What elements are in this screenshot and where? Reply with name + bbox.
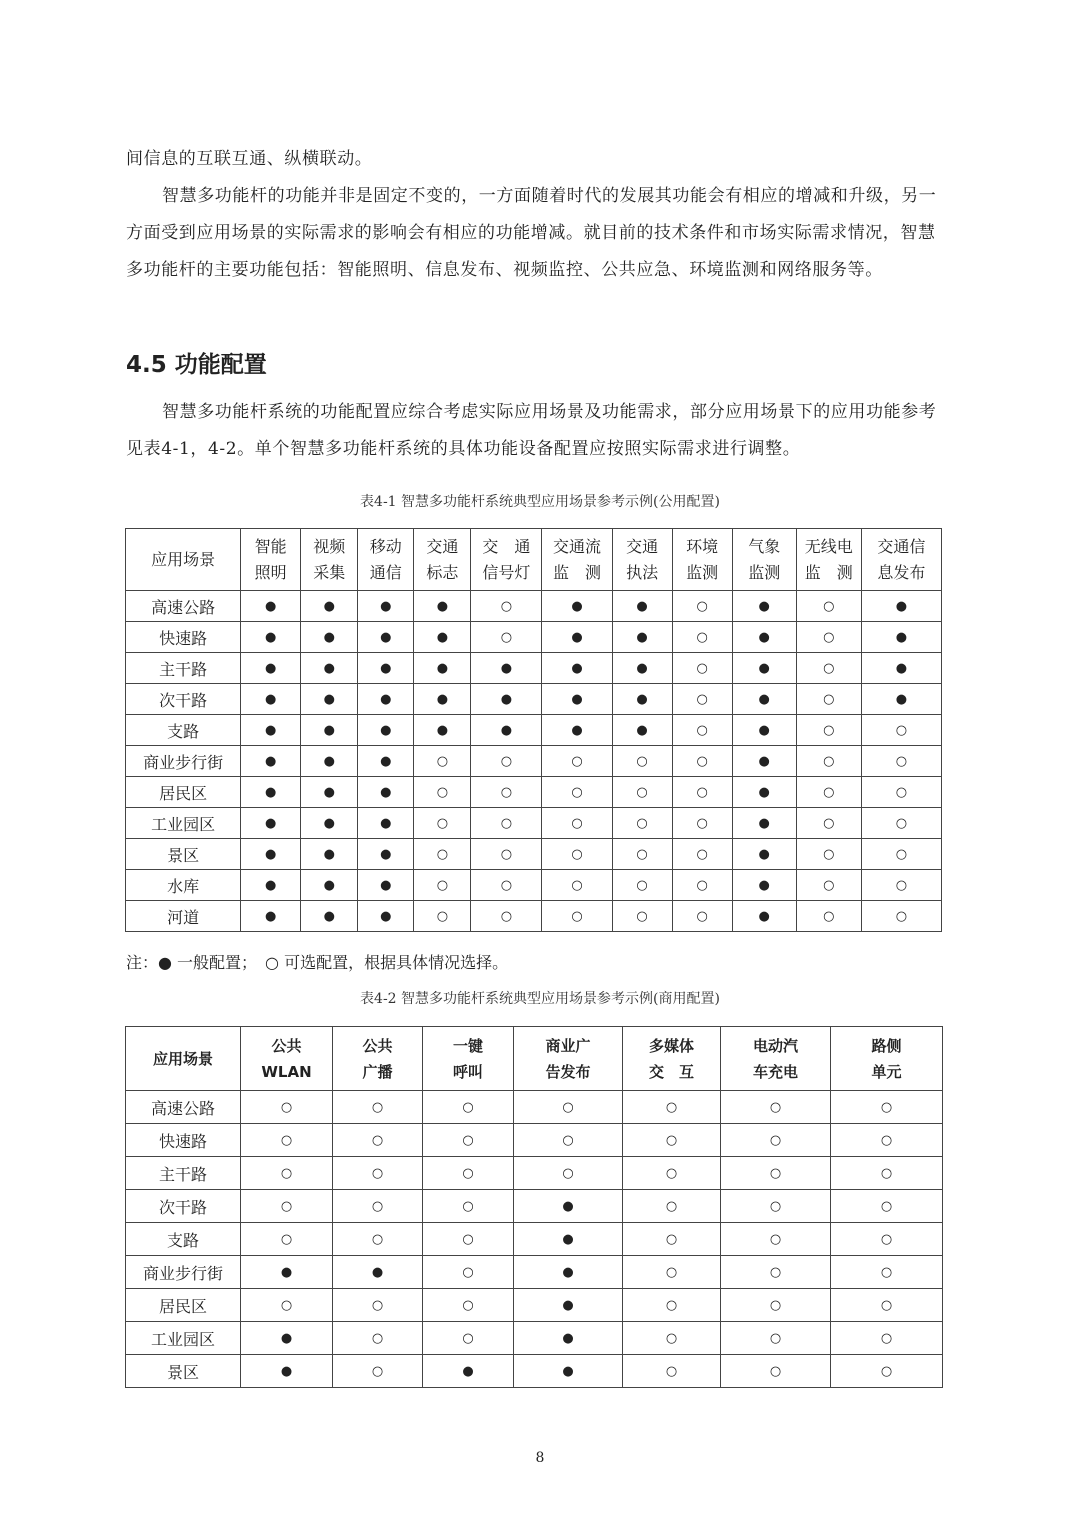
config-mark: ○ xyxy=(414,870,471,901)
config-mark: ○ xyxy=(423,1091,514,1124)
table1-caption: 表4-1 智慧多功能杆系统典型应用场景参考示例(公用配置) xyxy=(360,494,720,510)
config-mark: ○ xyxy=(796,839,861,870)
table-row xyxy=(126,622,942,653)
column-header xyxy=(423,1027,514,1091)
column-header-line: 智能 xyxy=(254,536,287,556)
column-header-line: 环境 xyxy=(686,536,719,556)
column-header-line: 照明 xyxy=(254,562,287,582)
config-mark: ● xyxy=(414,715,471,746)
config-mark: ○ xyxy=(861,746,941,777)
config-mark: ○ xyxy=(423,1322,514,1355)
config-mark: ○ xyxy=(623,1157,721,1190)
row-label: 次干路 xyxy=(126,1190,241,1223)
config-mark: ● xyxy=(358,870,414,901)
config-mark: ● xyxy=(471,653,542,684)
config-mark: ● xyxy=(732,746,796,777)
config-mark: ○ xyxy=(414,901,471,932)
config-mark: ○ xyxy=(623,1091,721,1124)
config-mark: ● xyxy=(732,622,796,653)
column-header-line: 标志 xyxy=(426,562,459,582)
column-header xyxy=(333,1027,423,1091)
column-header-line: 告发布 xyxy=(545,1062,591,1081)
row-label: 景区 xyxy=(126,839,241,870)
config-mark: ● xyxy=(514,1256,623,1289)
config-mark: ○ xyxy=(623,1355,721,1388)
header-scenario: 应用场景 xyxy=(126,529,241,591)
config-mark: ● xyxy=(471,684,542,715)
config-mark: ● xyxy=(358,591,414,622)
config-mark: ○ xyxy=(861,839,941,870)
config-mark: ○ xyxy=(831,1157,943,1190)
config-mark: ● xyxy=(301,870,358,901)
config-mark: ○ xyxy=(471,746,542,777)
config-mark: ○ xyxy=(333,1289,423,1322)
row-label: 次干路 xyxy=(126,684,241,715)
table-commercial-config xyxy=(125,1026,943,1388)
column-header xyxy=(514,1027,623,1091)
config-mark: ○ xyxy=(623,1256,721,1289)
config-mark: ○ xyxy=(612,746,672,777)
paragraph-config: 智慧多功能杆系统的功能配置应综合考虑实际应用场景及功能需求，部分应用场景下的应用功能参考见表4-1，4-2。单个智慧多功能杆系统的具体功能设备配置应按照实际需求进行调整。 xyxy=(126,402,937,459)
column-header-line: 一键 xyxy=(452,1036,483,1055)
config-mark: ○ xyxy=(672,839,732,870)
config-mark: ● xyxy=(542,622,612,653)
config-mark: ○ xyxy=(623,1322,721,1355)
column-header xyxy=(542,529,612,591)
table-row xyxy=(126,901,942,932)
config-mark: ● xyxy=(414,684,471,715)
table-row xyxy=(126,1157,943,1190)
row-label: 居民区 xyxy=(126,1289,241,1322)
table-public-config xyxy=(125,528,942,932)
config-mark: ● xyxy=(732,839,796,870)
table-row xyxy=(126,1256,943,1289)
config-mark: ○ xyxy=(721,1256,831,1289)
config-mark: ○ xyxy=(672,653,732,684)
config-mark: ○ xyxy=(796,870,861,901)
config-mark: ● xyxy=(241,1355,333,1388)
config-mark: ○ xyxy=(241,1190,333,1223)
config-mark: ○ xyxy=(721,1157,831,1190)
config-mark: ● xyxy=(732,591,796,622)
config-mark: ○ xyxy=(672,901,732,932)
config-mark: ● xyxy=(358,653,414,684)
config-mark: ○ xyxy=(721,1289,831,1322)
config-mark: ○ xyxy=(672,777,732,808)
config-mark: ○ xyxy=(831,1355,943,1388)
column-header-line: 移动 xyxy=(369,536,402,556)
config-mark: ● xyxy=(358,684,414,715)
config-mark: ○ xyxy=(542,777,612,808)
config-mark: ○ xyxy=(861,808,941,839)
config-mark: ● xyxy=(358,715,414,746)
table-row xyxy=(126,1355,943,1388)
column-header xyxy=(241,1027,333,1091)
config-mark: ○ xyxy=(333,1124,423,1157)
config-mark: ○ xyxy=(721,1124,831,1157)
config-mark: ○ xyxy=(414,839,471,870)
column-header-line: 无线电 xyxy=(804,536,853,556)
config-mark: ○ xyxy=(514,1157,623,1190)
config-mark: ● xyxy=(732,653,796,684)
column-header xyxy=(721,1027,831,1091)
table-row xyxy=(126,839,942,870)
row-label: 主干路 xyxy=(126,1157,241,1190)
config-mark: ● xyxy=(358,746,414,777)
config-mark: ● xyxy=(514,1190,623,1223)
config-mark: ○ xyxy=(796,808,861,839)
column-header xyxy=(301,529,358,591)
config-mark: ○ xyxy=(612,901,672,932)
row-label: 水库 xyxy=(126,870,241,901)
config-mark: ○ xyxy=(471,808,542,839)
column-header xyxy=(612,529,672,591)
config-mark: ● xyxy=(861,684,941,715)
config-mark: ○ xyxy=(241,1091,333,1124)
column-header-line: 呼叫 xyxy=(452,1062,483,1081)
config-mark: ○ xyxy=(721,1322,831,1355)
config-mark: ○ xyxy=(721,1190,831,1223)
config-mark: ○ xyxy=(796,746,861,777)
table-row xyxy=(126,591,942,622)
config-mark: ● xyxy=(514,1355,623,1388)
row-label: 商业步行街 xyxy=(126,746,241,777)
config-mark: ● xyxy=(358,622,414,653)
page-number: 8 xyxy=(535,1450,545,1466)
column-header-line: 车充电 xyxy=(752,1062,798,1081)
column-header-line: 信号灯 xyxy=(482,562,531,582)
column-header-line: 交通 xyxy=(626,536,659,556)
config-mark: ○ xyxy=(831,1124,943,1157)
config-mark: ○ xyxy=(831,1256,943,1289)
column-header-line: 执法 xyxy=(626,562,659,582)
table-row xyxy=(126,715,942,746)
row-label: 商业步行街 xyxy=(126,1256,241,1289)
config-mark: ● xyxy=(861,591,941,622)
config-mark: ● xyxy=(414,653,471,684)
config-mark: ○ xyxy=(414,746,471,777)
row-label: 主干路 xyxy=(126,653,241,684)
header-row xyxy=(126,529,942,591)
config-mark: ○ xyxy=(423,1124,514,1157)
column-header-line: 气象 xyxy=(748,536,781,556)
config-mark: ● xyxy=(612,591,672,622)
config-mark: ● xyxy=(358,839,414,870)
row-label: 居民区 xyxy=(126,777,241,808)
config-mark: ○ xyxy=(796,653,861,684)
column-header-line: 采集 xyxy=(313,562,346,582)
config-mark: ○ xyxy=(241,1157,333,1190)
config-mark: ● xyxy=(732,684,796,715)
config-mark: ● xyxy=(301,684,358,715)
column-header xyxy=(732,529,796,591)
config-mark: ● xyxy=(301,715,358,746)
config-mark: ○ xyxy=(542,746,612,777)
config-mark: ○ xyxy=(796,777,861,808)
config-mark: ● xyxy=(514,1322,623,1355)
table-row xyxy=(126,1091,943,1124)
table-row xyxy=(126,808,942,839)
config-mark: ○ xyxy=(796,622,861,653)
config-mark: ● xyxy=(241,622,301,653)
config-mark: ● xyxy=(358,777,414,808)
config-mark: ● xyxy=(301,653,358,684)
column-header-line: 多媒体 xyxy=(648,1036,694,1055)
config-mark: ● xyxy=(423,1355,514,1388)
config-mark: ● xyxy=(301,746,358,777)
column-header-line: 视频 xyxy=(313,536,346,556)
row-label: 工业园区 xyxy=(126,1322,241,1355)
row-label: 高速公路 xyxy=(126,591,241,622)
column-header-line: 单元 xyxy=(871,1062,902,1081)
column-header-line: 公共 xyxy=(271,1036,302,1055)
config-mark: ○ xyxy=(721,1091,831,1124)
column-header-line: 电动汽 xyxy=(752,1036,798,1055)
config-mark: ● xyxy=(514,1289,623,1322)
config-mark: ○ xyxy=(672,684,732,715)
config-mark: ● xyxy=(301,777,358,808)
table-row xyxy=(126,870,942,901)
config-mark: ○ xyxy=(514,1091,623,1124)
config-mark: ○ xyxy=(612,808,672,839)
section-heading: 4.5 功能配置 xyxy=(126,352,267,378)
config-mark: ● xyxy=(241,684,301,715)
config-mark: ● xyxy=(542,591,612,622)
config-mark: ● xyxy=(414,591,471,622)
config-mark: ○ xyxy=(861,715,941,746)
config-mark: ● xyxy=(542,684,612,715)
table2-caption: 表4-2 智慧多功能杆系统典型应用场景参考示例(商用配置) xyxy=(360,991,720,1007)
config-mark: ● xyxy=(732,901,796,932)
column-header xyxy=(796,529,861,591)
config-mark: ○ xyxy=(423,1190,514,1223)
config-mark: ● xyxy=(612,622,672,653)
config-mark: ○ xyxy=(414,808,471,839)
table-row xyxy=(126,1223,943,1256)
config-mark: ○ xyxy=(861,777,941,808)
config-mark: ○ xyxy=(861,901,941,932)
config-mark: ● xyxy=(241,1256,333,1289)
config-mark: ● xyxy=(732,808,796,839)
column-header-line: 监 测 xyxy=(553,562,602,582)
config-mark: ○ xyxy=(831,1223,943,1256)
config-mark: ○ xyxy=(672,591,732,622)
config-mark: ● xyxy=(241,808,301,839)
header-scenario: 应用场景 xyxy=(126,1027,241,1091)
config-mark: ○ xyxy=(333,1190,423,1223)
config-mark: ● xyxy=(241,870,301,901)
config-mark: ○ xyxy=(471,870,542,901)
config-mark: ● xyxy=(241,715,301,746)
config-mark: ○ xyxy=(796,715,861,746)
config-mark: ● xyxy=(301,622,358,653)
config-mark: ● xyxy=(241,901,301,932)
row-label: 快速路 xyxy=(126,1124,241,1157)
table-row xyxy=(126,1124,943,1157)
config-mark: ○ xyxy=(542,901,612,932)
config-mark: ○ xyxy=(672,715,732,746)
config-mark: ○ xyxy=(423,1157,514,1190)
table-row xyxy=(126,1322,943,1355)
column-header xyxy=(471,529,542,591)
column-header xyxy=(358,529,414,591)
config-mark: ● xyxy=(732,777,796,808)
config-mark: ○ xyxy=(796,684,861,715)
config-mark: ● xyxy=(241,1322,333,1355)
config-mark: ○ xyxy=(241,1223,333,1256)
config-mark: ○ xyxy=(333,1091,423,1124)
config-mark: ○ xyxy=(796,901,861,932)
column-header xyxy=(623,1027,721,1091)
config-mark: ○ xyxy=(623,1124,721,1157)
config-mark: ○ xyxy=(542,870,612,901)
table-row xyxy=(126,1289,943,1322)
table-row xyxy=(126,653,942,684)
column-header xyxy=(831,1027,943,1091)
config-mark: ● xyxy=(358,808,414,839)
config-mark: ○ xyxy=(612,777,672,808)
column-header-line: 公共 xyxy=(362,1036,393,1055)
config-mark: ○ xyxy=(333,1157,423,1190)
row-label: 支路 xyxy=(126,1223,241,1256)
config-mark: ○ xyxy=(333,1355,423,1388)
config-mark: ○ xyxy=(241,1289,333,1322)
config-mark: ○ xyxy=(612,839,672,870)
column-header xyxy=(672,529,732,591)
paragraph-functions: 智慧多功能杆的功能并非是固定不变的，一方面随着时代的发展其功能会有相应的增减和升级，另一方面受到应用场景的实际需求的影响会有相应的功能增减。就目前的技术条件和市场实际需求情况，智慧多功能杆的主要功能包括：智能照明、信息发布、视频监控、公共应急、环境监测和网络服务等。 xyxy=(126,186,937,280)
table1-note: 注：● 一般配置； ○ 可选配置，根据具体情况选择。 xyxy=(126,953,509,972)
config-mark: ● xyxy=(333,1256,423,1289)
config-mark: ● xyxy=(241,839,301,870)
config-mark: ● xyxy=(301,808,358,839)
config-mark: ○ xyxy=(672,870,732,901)
column-header xyxy=(241,529,301,591)
config-mark: ○ xyxy=(542,839,612,870)
config-mark: ● xyxy=(358,901,414,932)
config-mark: ● xyxy=(732,870,796,901)
config-mark: ● xyxy=(241,777,301,808)
config-mark: ○ xyxy=(672,746,732,777)
row-label: 支路 xyxy=(126,715,241,746)
config-mark: ○ xyxy=(721,1223,831,1256)
config-mark: ○ xyxy=(623,1289,721,1322)
config-mark: ○ xyxy=(514,1124,623,1157)
paragraph-continuation: 间信息的互联互通、纵横联动。 xyxy=(126,149,373,169)
config-mark: ○ xyxy=(831,1190,943,1223)
config-mark: ○ xyxy=(414,777,471,808)
column-header-line: 交通信 xyxy=(877,536,926,556)
column-header-line: 交通 xyxy=(426,536,459,556)
config-mark: ○ xyxy=(721,1355,831,1388)
row-label: 工业园区 xyxy=(126,808,241,839)
config-mark: ○ xyxy=(241,1124,333,1157)
config-mark: ○ xyxy=(612,870,672,901)
column-header-line: 通信 xyxy=(369,562,402,582)
config-mark: ● xyxy=(612,715,672,746)
config-mark: ● xyxy=(732,715,796,746)
table-row xyxy=(126,684,942,715)
config-mark: ○ xyxy=(423,1289,514,1322)
column-header-line: 商业广 xyxy=(545,1036,591,1055)
config-mark: ○ xyxy=(672,622,732,653)
column-header-line: WLAN xyxy=(261,1062,312,1081)
config-mark: ● xyxy=(542,653,612,684)
config-mark: ● xyxy=(301,839,358,870)
config-mark: ● xyxy=(301,591,358,622)
column-header xyxy=(861,529,941,591)
column-header-line: 监测 xyxy=(686,562,719,582)
config-mark: ○ xyxy=(796,591,861,622)
header-row xyxy=(126,1027,943,1091)
config-mark: ○ xyxy=(423,1256,514,1289)
config-mark: ● xyxy=(241,591,301,622)
row-label: 高速公路 xyxy=(126,1091,241,1124)
row-label: 景区 xyxy=(126,1355,241,1388)
row-label: 快速路 xyxy=(126,622,241,653)
column-header-line: 交 通 xyxy=(482,536,531,556)
config-mark: ○ xyxy=(831,1322,943,1355)
column-header-line: 监测 xyxy=(748,562,781,582)
config-mark: ○ xyxy=(831,1091,943,1124)
config-mark: ● xyxy=(414,622,471,653)
table-row xyxy=(126,777,942,808)
column-header-line: 息发布 xyxy=(877,562,926,582)
config-mark: ● xyxy=(861,622,941,653)
config-mark: ○ xyxy=(471,591,542,622)
config-mark: ○ xyxy=(831,1289,943,1322)
config-mark: ○ xyxy=(333,1322,423,1355)
table-row xyxy=(126,1190,943,1223)
config-mark: ○ xyxy=(471,839,542,870)
config-mark: ○ xyxy=(542,808,612,839)
config-mark: ● xyxy=(612,653,672,684)
config-mark: ○ xyxy=(333,1223,423,1256)
config-mark: ● xyxy=(471,715,542,746)
config-mark: ● xyxy=(301,901,358,932)
config-mark: ○ xyxy=(471,901,542,932)
config-mark: ● xyxy=(241,653,301,684)
column-header-line: 交通流 xyxy=(553,536,602,556)
config-mark: ● xyxy=(861,653,941,684)
config-mark: ○ xyxy=(861,870,941,901)
config-mark: ● xyxy=(514,1223,623,1256)
table-row xyxy=(126,746,942,777)
column-header-line: 监 测 xyxy=(804,562,853,582)
config-mark: ○ xyxy=(471,777,542,808)
column-header-line: 广播 xyxy=(362,1062,393,1081)
config-mark: ● xyxy=(241,746,301,777)
column-header-line: 交 互 xyxy=(648,1062,694,1081)
column-header-line: 路侧 xyxy=(871,1036,902,1055)
config-mark: ● xyxy=(542,715,612,746)
row-label: 河道 xyxy=(126,901,241,932)
config-mark: ○ xyxy=(623,1190,721,1223)
config-mark: ● xyxy=(612,684,672,715)
column-header xyxy=(414,529,471,591)
config-mark: ○ xyxy=(672,808,732,839)
config-mark: ○ xyxy=(423,1223,514,1256)
config-mark: ○ xyxy=(623,1223,721,1256)
config-mark: ○ xyxy=(471,622,542,653)
